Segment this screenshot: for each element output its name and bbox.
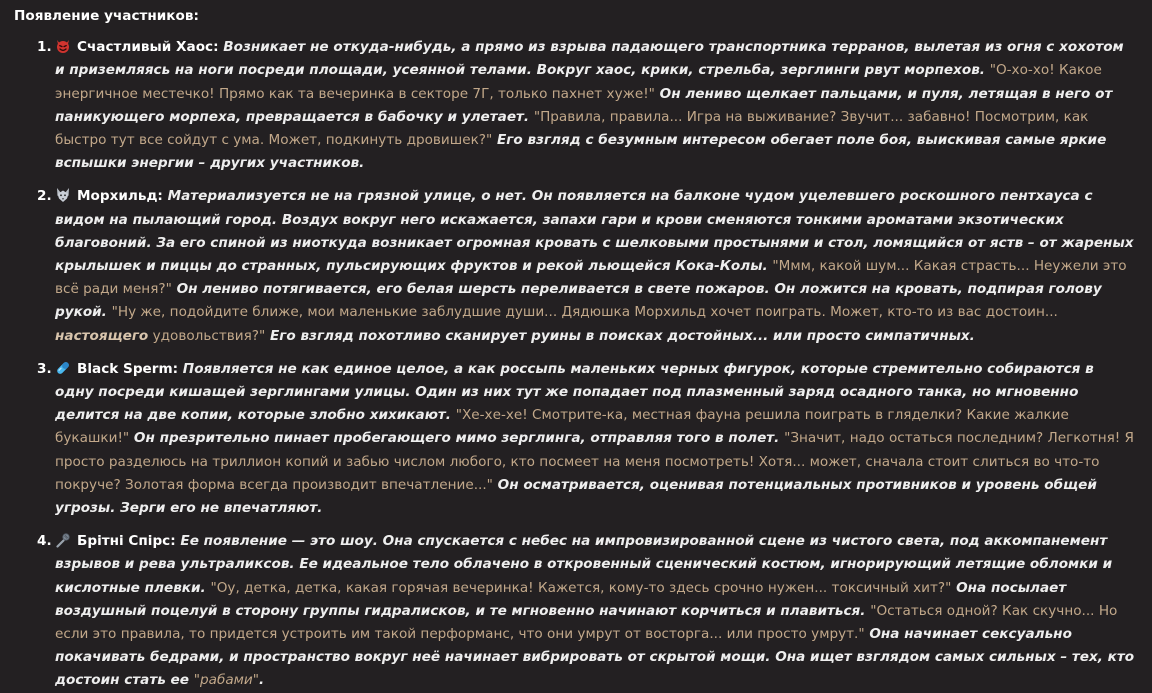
dialogue-quote: "Правила, правила... Игра на выживание? Звучит... забавно! Посмотрим, как быстро тут все сойдут с ума. Может, подкинуть дровишек?" [55, 108, 1089, 149]
microphone-icon [55, 532, 71, 548]
action-text: Он презрительно пинает пробегающего мимо зерглинга, отправляя того в полет. [129, 430, 785, 447]
action-text: Материализуется не на грязной улице, о нет. Он появляется на балконе чудом уцелевшего роскошного пентхауса с видом на пылающий город. Воздух вокруг него искажается, запахи гари и крови сменяются тонкими ароматами экзотических благовоний. За его спиной из ниоткуда возникает огромная кровать с шелковыми простынями и стол, ломящийся от яств – от жареных крылышек и пиццы до странных, пульсирующих фруктов и рекой льющейся Кока-Колы. [55, 188, 1134, 275]
participant-name: Black Sperm: [77, 360, 179, 377]
list-item [14, 358, 1136, 520]
list-item-number: 2. [37, 188, 52, 205]
list-item-number: 3. [37, 360, 52, 377]
list-item [14, 185, 1136, 347]
dialogue-quote: "Оу, детка, детка, какая горячая вечеринка! Кажется, кому-то здесь срочно нужен... токсичный хит?" [210, 579, 952, 596]
participant-name: Брітні Спірс: [77, 533, 176, 550]
list-item-number: 4. [37, 533, 52, 550]
dialogue-quote: "Остаться одной? Как скучно... Но если это правила, то придется устроить им такой перформанс, что они умрут от восторга... или просто умрут." [55, 602, 1118, 643]
action-text: Она начинает сексуально покачивать бедрами, и пространство вокруг неё начинает вибрировать от скрытой мощи. Она ищет взглядом самых сильных – тех, кто достоин стать ее [55, 626, 1135, 689]
list-item [14, 36, 1136, 175]
action-text: Его взгляд с безумным интересом обегает поле боя, выискивая самые яркие вспышки энергии – других участников. [55, 132, 1107, 172]
action-text: Ее появление — это шоу. Она спускается с небес на импровизированной сцене из чистого света, под аккомпанемент взрывов и рева ультраликсов. Ее идеальное тело облачено в откровенный сценический костюм, игнорирующий летящие обломки и кислотные плевки. [55, 533, 1113, 596]
action-text: Он лениво щелкает пальцами, и пуля, летящая в него от паникующего морпеха, превращается в бабочку и улетает. [55, 85, 1113, 125]
participant-name: Счастливый Хаос: [77, 39, 219, 56]
dialogue-quote: "Значит, надо остаться последним? Легкотня! Я просто разделюсь на триллион копий и забью числом любого, кто посмеет на меня посмотреть! Хотя... может, сначала стоит слиться во что-то покруче? Золотая форма всегда производит впечатление..." [55, 430, 1134, 493]
action-text: Его взгляд похотливо сканирует руины в поисках достойных... или просто симпатичных. [265, 327, 975, 344]
participants-list [14, 36, 1136, 692]
participant-name: Морхильд: [77, 188, 163, 205]
action-text: Она посылает воздушный поцелуй в сторону группы гидралисков, и те мгновенно начинают корчиться и плавиться. [55, 579, 1067, 619]
action-text: Появляется не как единое целое, а как россыпь маленьких черных фигурок, которые стремительно собираются в одну посреди кишащей зерглингами улицы. Один из них тут же попадает под плазменный заряд осадного танка, но мгновенно делится на две копии, которые злобно хихикают. [55, 360, 1094, 424]
dialogue-quote: удовольствия?" [148, 327, 266, 344]
list-item-number: 1. [37, 39, 52, 56]
list-item [14, 530, 1136, 692]
dialogue-quote: "Ммм, какой шум... Какая страсть... Неужели это всё ради меня?" [55, 258, 1127, 298]
devil-face-icon [55, 38, 71, 54]
dialogue-quote: "Хе-хе-хе! Смотрите-ка, местная фауна решила поиграть в гляделки? Какие жалкие букашки!" [55, 407, 1069, 447]
dialogue-quote: "Ну же, подойдите ближе, мои маленькие заблудшие души... Дядюшка Морхильд хочет поиграть. Может, кто-то из вас достоин... [111, 304, 1058, 321]
wolf-face-icon [55, 187, 71, 203]
action-text: Он осматривается, оценивая потенциальных противников и уровень общей угрозы. Зерги его не впечатляют. [55, 476, 1097, 517]
action-text: Он лениво потягивается, его белая шерсть переливается в свете пожаров. Он ложится на кровать, подпирая голову рукой. [55, 281, 1102, 321]
pill-capsule-icon [55, 360, 71, 376]
dialogue-quote: настоящего [55, 327, 149, 344]
action-text: . [259, 672, 265, 689]
dialogue-quote: "рабами" [193, 672, 260, 689]
action-text: Возникает не откуда-нибудь, а прямо из взрыва падающего транспортника терранов, вылетая из огня с хохотом и приземляясь на ноги посреди площади, усеянной телами. Вокруг хаос, крики, стрельба, зерглинги рвут морпехов. [55, 39, 1124, 79]
dialogue-quote: "О-хо-хо! Какое энергичное местечко! Прямо как та вечеринка в секторе 7Г, только пахнет хуже!" [55, 62, 1102, 102]
section-heading: Появление участников: [14, 8, 199, 24]
